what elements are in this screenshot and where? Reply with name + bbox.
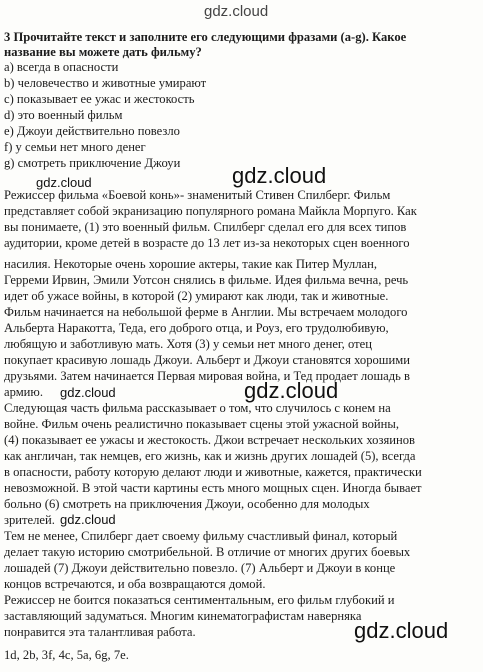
text-line: заставляющий задуматься. Многим кинематографистам наверняка (4, 609, 362, 623)
text-line: (4) показывает ее ужасы и жестокость. Джои встречает нескольких хозяинов (4, 433, 415, 447)
watermark-small-2: gdz.cloud (60, 385, 116, 400)
text-line: лошадей (7) Джоуи действительно повезло. (7) Альберт и Джоуи в конце (4, 561, 396, 575)
answer-key: 1d, 2b, 3f, 4c, 5a, 6g, 7e. (4, 648, 129, 662)
text-line: Альберта Наракотта, Теда, его доброго отца, и Роуз, его трудолюбивую, (4, 321, 389, 335)
watermark-large-1: gdz.cloud (232, 163, 327, 188)
watermark-small-1: gdz.cloud (36, 175, 92, 190)
text-line: идет об ужасе войны, в которой (2) умирают как люди, так и животные. (4, 289, 389, 303)
text-line: вы понимаете, (1) это военный фильм. Спилберг сделал его для всех типов (4, 220, 407, 234)
task-title-line-2: название вы можете дать фильму? (4, 45, 202, 59)
text-line: аудитории, кроме детей в возрасте до 13 лет из-за некоторых сцен военного (4, 236, 410, 250)
text-line: понравится эта талантливая работа. (4, 625, 196, 639)
phrase-e: e) Джоуи действительно повезло (4, 124, 180, 138)
text-line: концов встречаются, и оба возвращаются домой. (4, 577, 266, 591)
text-line: больно (6) смотреть на приключения Джоуи, особенно для молодых (4, 497, 370, 511)
watermark-small-3: gdz.cloud (60, 512, 116, 527)
text-line: как англичан, так немцев, его жизнь, как и жизнь других лошадей (5), всегда (4, 449, 416, 463)
text-line: зрителей. (4, 513, 55, 527)
text-line: армию. (4, 385, 43, 399)
text-line: делает такую историю смотрибельной. В отличие от многих других боевых (4, 545, 411, 559)
watermark-large-3: gdz.cloud (354, 618, 449, 643)
text-line: Фильм начинается на небольшой ферме в Англии. Мы встречаем молодого (4, 305, 408, 319)
text-line: в опасности, работу которую делают люди и животные, кажется, практически (4, 465, 422, 479)
textbook-page (4, 0, 478, 672)
phrase-c: c) показывает ее ужас и жестокость (4, 92, 195, 106)
phrase-b: b) человечество и животные умирают (4, 76, 207, 90)
text-line: войне. Фильм очень реалистично показывает сцены этой ужасной войны, (4, 417, 399, 431)
phrase-d: d) это военный фильм (4, 108, 123, 122)
text-line: Следующая часть фильма рассказывает о том, что случилось с конем на (4, 401, 391, 415)
text-line: невозможной. В этой части картины есть много мощных сцен. Иногда бывает (4, 481, 422, 495)
text-line: Режиссер фильма «Боевой конь»- знаменитый Стивен Спилберг. Фильм (4, 188, 391, 202)
watermark-large-2: gdz.cloud (244, 378, 339, 403)
text-line: насилия. Некоторые очень хорошие актеры, такие как Питер Муллан, (4, 257, 377, 271)
text-line: любящую и заботливую мать. Хотя (3) у семьи нет много денег, отец (4, 337, 372, 351)
phrase-f: f) у семьи нет много денег (4, 140, 146, 154)
task-title-line-1: 3 Прочитайте текст и заполните его следующими фразами (a-g). Какое (4, 30, 407, 44)
text-line: представляет собой экранизацию популярного романа Майкла Морпуго. Как (4, 204, 417, 218)
text-line: Режиссер не боится показаться сентиментальным, его фильм глубокий и (4, 593, 395, 607)
text-line: Тем не менее, Спилберг дает своему фильму счастливый финал, который (4, 529, 398, 543)
text-line: покупает красивую лошадь Джоуи. Альберт и Джоуи становятся хорошими (4, 353, 410, 367)
phrase-g: g) смотреть приключение Джоуи (4, 156, 181, 170)
watermark-top: gdz.cloud (204, 3, 269, 20)
phrase-a: a) всегда в опасности (4, 60, 119, 74)
text-line: Герреми Ирвин, Эмили Уотсон снялись в фильме. Идея фильма вечна, речь (4, 273, 409, 287)
text-line: друзьями. Затем начинается Первая мировая война, и Тед продает лошадь в (4, 369, 410, 383)
